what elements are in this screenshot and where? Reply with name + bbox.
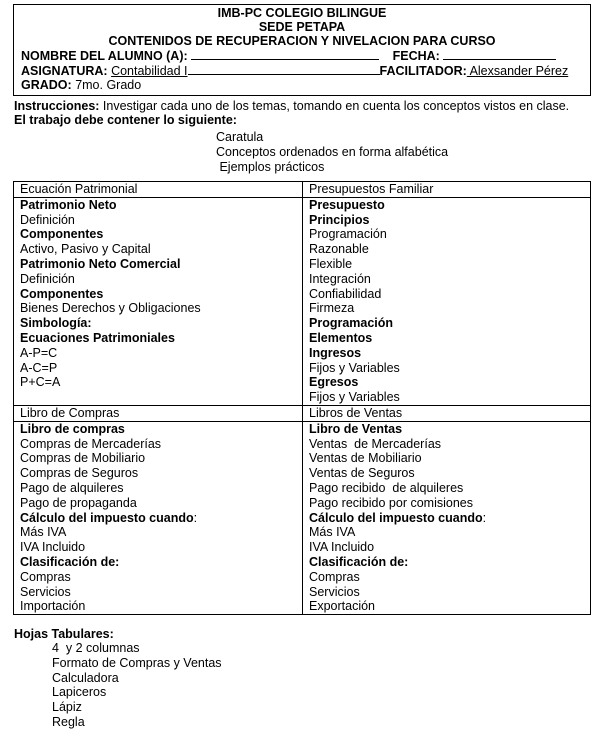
topic-text: A-C=P [20, 360, 58, 375]
topic-item [20, 361, 302, 376]
topic-text: Pago de propaganda [20, 495, 137, 510]
table-row [14, 182, 591, 198]
topic-item [309, 496, 590, 511]
topic-item [309, 525, 590, 540]
topic-item [20, 525, 302, 540]
topic-item [309, 390, 590, 405]
topic-text: Presupuesto [309, 197, 385, 212]
topic-text: Principios [309, 212, 370, 227]
subject-row [21, 63, 568, 78]
topic-text: Pago recibido por comisiones [309, 495, 473, 510]
topic-text: Compras de Mobiliario [20, 451, 146, 466]
topic-text: Patrimonio Neto Comercial [20, 256, 181, 271]
topic-text: Razonable [309, 242, 369, 257]
campus-name: SEDE PETAPA [258, 20, 346, 34]
header-box [13, 4, 591, 96]
left-column-cell [14, 197, 303, 405]
topic-text: Componentes [20, 286, 104, 301]
topic-text: Ecuación Patrimonial [20, 182, 138, 196]
topic-text: Clasificación de: [20, 554, 120, 569]
topic-item [20, 213, 302, 228]
topic-heading [309, 375, 590, 390]
topic-text: Ventas de Mercaderías [309, 436, 442, 451]
instructions-label: Instrucciones: [14, 99, 100, 113]
right-column-cell [303, 197, 591, 405]
facilitator-label: FACILITADOR: [379, 64, 467, 78]
table-row [14, 405, 591, 421]
student-label: NOMBRE DEL ALUMNO (A): [21, 49, 188, 63]
topic-text: Más IVA [20, 525, 67, 540]
topic-item [20, 540, 302, 555]
topic-text: Compras de Mercaderías [20, 436, 162, 451]
date-field[interactable] [443, 48, 556, 60]
topic-item [20, 466, 302, 481]
tabular-item: Lapiceros [52, 685, 107, 700]
topic-text: IVA Incluido [20, 540, 86, 555]
instructions [14, 99, 569, 127]
topic-text: Compras [20, 569, 71, 584]
topic-text: P+C=A [20, 375, 61, 390]
topic-text: Fijos y Variables [309, 390, 400, 405]
topic-text: Exportación [309, 599, 376, 614]
date-label: FECHA: [392, 49, 440, 63]
tabular-title: Hojas Tabulares: [14, 627, 114, 641]
topic-item [309, 361, 590, 376]
topic-text: IVA Incluido [309, 540, 375, 555]
topic-text: Elementos [309, 330, 373, 345]
must-contain-label: El trabajo debe contener lo siguiente: [14, 113, 237, 127]
topic-item [20, 346, 302, 361]
topic-item [309, 242, 590, 257]
topic-text: Definición [20, 271, 75, 286]
topic-item [20, 406, 302, 421]
instructions-text: Investigar cada uno de los temas, tomando en cuenta los conceptos vistos en clase. [99, 99, 570, 113]
topic-item [20, 481, 302, 496]
topic-heading [309, 316, 590, 331]
topic-text: Cálculo del impuesto cuando [309, 510, 483, 525]
topic-item [309, 182, 590, 197]
topic-item [309, 272, 590, 287]
topic-heading [309, 422, 590, 437]
requirement-item: Caratula [216, 130, 264, 144]
topic-text: Ecuaciones Patrimoniales [20, 330, 175, 345]
topic-heading [20, 422, 302, 437]
subject-value: Contabilidad I [111, 64, 188, 78]
topic-text: Fijos y Variables [309, 360, 400, 375]
subject-label: ASIGNATURA: [21, 64, 108, 78]
grade-row [21, 78, 141, 92]
topic-text: Simbología: [20, 316, 92, 331]
topic-text: Clasificación de: [309, 554, 409, 569]
topic-text: Patrimonio Neto [20, 197, 117, 212]
topic-item [20, 437, 302, 452]
right-column-cell [303, 405, 591, 421]
topic-heading [309, 346, 590, 361]
topic-text: Libro de Compras [20, 405, 120, 420]
grade-value: 7mo. Grado [75, 78, 142, 92]
topic-text: Bienes Derechos y Obligaciones [20, 301, 201, 316]
student-row [21, 48, 556, 63]
requirement-item: Conceptos ordenados en forma alfabética [216, 145, 449, 159]
topic-text: Pago recibido de alquileres [309, 480, 464, 495]
topic-text: Cálculo del impuesto cuando [20, 510, 194, 525]
topic-heading [20, 331, 302, 346]
topic-heading [20, 555, 302, 570]
topic-item [309, 437, 590, 452]
topic-text: Más IVA [309, 525, 356, 540]
topic-item [309, 599, 590, 614]
topic-heading [20, 316, 302, 331]
topic-item [309, 540, 590, 555]
topic-text: Egresos [309, 375, 359, 390]
topic-heading [309, 198, 590, 213]
topic-item [20, 451, 302, 466]
topic-item [309, 570, 590, 585]
topic-text: Activo, Pasivo y Capital [20, 242, 151, 257]
left-column-cell [14, 421, 303, 614]
topic-text: Componentes [20, 227, 104, 242]
topic-item [20, 599, 302, 614]
topic-heading [309, 555, 590, 570]
subject-line [188, 63, 380, 75]
topic-text: Compras de Seguros [20, 466, 139, 481]
school-name: IMB-PC COLEGIO BILINGUE [217, 6, 387, 20]
topics-table [13, 181, 591, 615]
topic-heading [20, 287, 302, 302]
topic-text: Ventas de Seguros [309, 466, 415, 481]
topic-text: Flexible [309, 256, 353, 271]
requirement-item: Ejemplos prácticos [216, 160, 325, 174]
topic-text: Libro de compras [20, 421, 125, 436]
topic-item [309, 466, 590, 481]
tabular-item: Regla [52, 714, 85, 729]
topic-item [309, 585, 590, 600]
right-column-cell [303, 182, 591, 198]
topic-text: Importación [20, 599, 86, 614]
topic-text: Ventas de Mobiliario [309, 451, 422, 466]
left-column-cell [14, 182, 303, 198]
topic-text: Definición [20, 212, 75, 227]
document-title: CONTENIDOS DE RECUPERACION Y NIVELACION PARA CURSO [108, 34, 496, 48]
topic-item [309, 257, 590, 272]
topic-item [309, 227, 590, 242]
topic-text: Programación [309, 316, 394, 331]
tabular-item: Formato de Compras y Ventas [52, 655, 222, 670]
topic-text: Presupuestos Familiar [309, 182, 434, 196]
topic-text: Libro de Ventas [309, 421, 403, 436]
topic-text: Compras [309, 569, 360, 584]
topic-text: Servicios [20, 584, 71, 599]
topic-suffix: : [193, 510, 198, 525]
grade-label: GRADO: [21, 78, 72, 92]
tabular-list [52, 641, 222, 730]
topic-item [20, 182, 302, 197]
topic-text: Ingresos [309, 345, 362, 360]
table-row [14, 421, 591, 614]
topic-item [20, 585, 302, 600]
topic-item [20, 570, 302, 585]
topic-text: Programación [309, 227, 387, 242]
topic-heading [309, 213, 590, 228]
topic-suffix: : [482, 510, 487, 525]
tabular-item: Calculadora [52, 670, 119, 685]
topic-item [20, 301, 302, 316]
topic-text: Libros de Ventas [309, 405, 403, 420]
tabular-item: Lápiz [52, 700, 82, 715]
table-row [14, 197, 591, 405]
topic-heading [20, 511, 302, 526]
topic-text: Confiabilidad [309, 286, 382, 301]
topic-item [309, 481, 590, 496]
right-column-cell [303, 421, 591, 614]
topic-heading [20, 198, 302, 213]
topic-text: Servicios [309, 584, 360, 599]
facilitator-value: Alexsander Pérez [466, 64, 569, 78]
topic-heading [309, 511, 590, 526]
topic-heading [20, 227, 302, 242]
topic-text: A-P=C [20, 345, 58, 360]
topic-item [309, 451, 590, 466]
topic-item [20, 496, 302, 511]
topic-item [20, 375, 302, 390]
topic-text: Pago de alquileres [20, 480, 124, 495]
topic-heading [309, 331, 590, 346]
student-name-field[interactable] [191, 48, 379, 60]
topic-item [309, 287, 590, 302]
topic-item [309, 406, 590, 421]
topic-item [20, 272, 302, 287]
tabular-item: 4 y 2 columnas [52, 641, 140, 655]
topic-item [309, 301, 590, 316]
topic-heading [20, 257, 302, 272]
topic-item [20, 242, 302, 257]
left-column-cell [14, 405, 303, 421]
topic-text: Firmeza [309, 301, 355, 316]
topic-text: Integración [309, 271, 371, 286]
